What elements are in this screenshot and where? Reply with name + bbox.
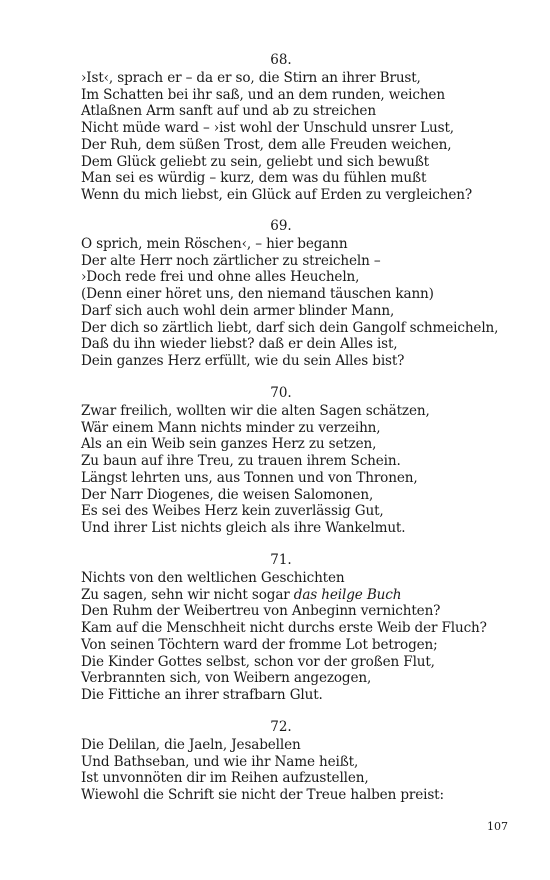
italic-book-title: das heilge Buch [293,586,402,603]
verse-line: Kam auf die Menschheit nicht durchs erste Weib der Fluch? [81,620,487,637]
stanza-number: 71. [270,552,292,568]
verse-line: Dein ganzes Herz erfüllt, wie du sein Alles bist? [81,352,405,369]
verse-line: Darf sich auch wohl dein armer blinder Mann, [81,302,395,319]
verse-line: Im Schatten bei ihr saß, und an dem runden, weichen [81,86,445,103]
stanza-number: 70. [270,385,292,401]
verse-line: Nicht müde ward – ›ist wohl der Unschuld unsrer Lust, [81,120,454,137]
verse-line: Wiewohl die Schrift sie nicht der Treue halben preist: [81,787,444,804]
verse-line: Verbrannten sich, von Weibern angezogen, [81,670,372,687]
verse-line: Von seinen Töchtern ward der fromme Lot betrogen; [81,636,438,653]
verse-line: Der alte Herr noch zärtlicher zu streicheln – [81,252,381,269]
verse-line: Wenn du mich liebst, ein Glück auf Erden zu vergleichen? [81,186,472,203]
verse-line: Als an ein Weib sein ganzes Herz zu setzen, [81,436,377,453]
verse-line: Und Bathseban, und wie ihr Name heißt, [81,753,359,770]
stanza-number: 72. [270,719,292,735]
verse-line: Dem Glück geliebt zu sein, geliebt und sich bewußt [81,153,429,170]
verse-line-text: Zu sagen, sehn wir nicht sogar [81,586,294,603]
verse-line: O sprich, mein Röschen‹, – hier begann [81,236,348,252]
verse-line: Atlaßnen Arm sanft auf und ab zu streichen [81,103,376,120]
stanza-number: 68. [270,52,292,68]
verse-line: Nichts von den weltlichen Geschichten [81,570,345,586]
stanza-71 [81,552,521,704]
verse-line: ›Ist‹, sprach er – da er so, die Stirn an ihrer Brust, [81,70,421,86]
verse-line: Längst lehrten uns, aus Tonnen und von Thronen, [81,469,418,486]
verse-line: Zwar freilich, wollten wir die alten Sagen schätzen, [81,403,430,419]
verse-line [81,587,521,604]
verse-line: Es sei des Weibes Herz kein zuverlässig Gut, [81,503,384,520]
stanza-70 [81,385,521,537]
verse-line: Zu baun auf ihre Treu, zu trauen ihrem Schein. [81,453,401,470]
verse-line: Die Delilan, die Jaeln, Jesabellen [81,737,301,753]
verse-line: ›Doch rede frei und ohne alles Heucheln, [81,269,360,286]
verse-line: Der dich so zärtlich liebt, darf sich dein Gangolf schmeicheln, [81,319,499,336]
page-number: 107 [487,820,508,833]
verse-line: Der Ruh, dem süßen Trost, dem alle Freuden weichen, [81,136,452,153]
verse-line: Den Ruhm der Weibertreu von Anbeginn vernichten? [81,603,441,620]
stanza-72 [81,719,521,804]
stanza-number: 69. [270,218,292,234]
verse-line: (Denn einer höret uns, den niemand täuschen kann) [81,286,434,303]
verse-line: Man sei es würdig – kurz, dem was du fühlen mußt [81,170,427,187]
verse-line: Die Kinder Gottes selbst, schon vor der großen Flut, [81,653,435,670]
verse-line: Der Narr Diogenes, die weisen Salomonen, [81,486,374,503]
stanza-68 [81,52,521,204]
verse-line: Und ihrer List nichts gleich als ihre Wankelmut. [81,519,406,536]
verse-line: Die Fittiche an ihrer strafbarn Glut. [81,686,323,703]
verse-line: Daß du ihn wieder liebst? daß er dein Alles ist, [81,336,398,353]
stanza-69 [81,218,521,370]
verse-line: Wär einem Mann nichts minder zu verzeihn, [81,419,381,436]
verse-line: Ist unvonnöten dir im Reihen aufzustellen, [81,770,369,787]
